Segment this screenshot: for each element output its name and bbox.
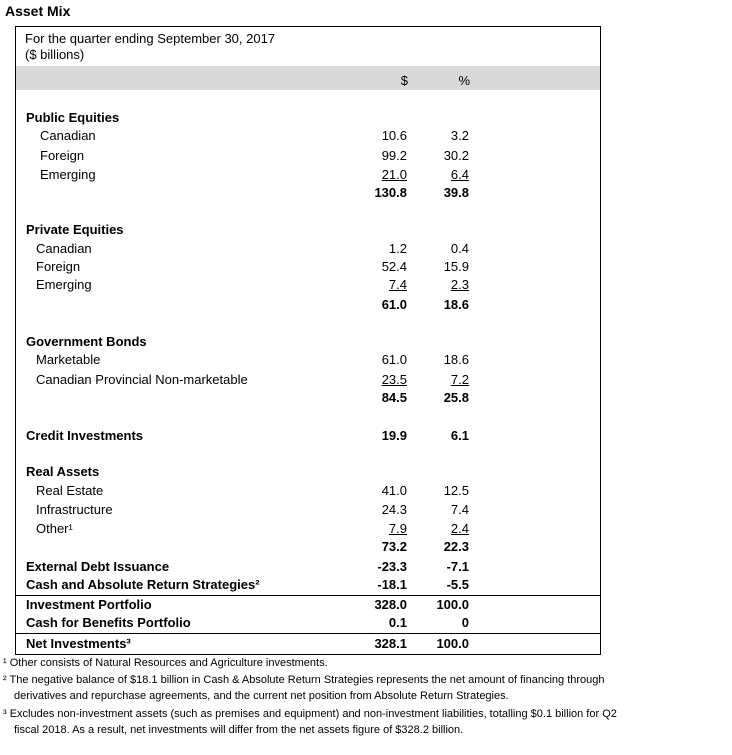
table-row: Foreign 99.2 30.2: [40, 148, 469, 163]
footnote-2-continued: derivatives and repurchase agreements, and the current net position from Absolute Return Strategies.: [14, 690, 509, 702]
table-row: Real Estate 41.0 12.5: [36, 483, 469, 498]
subtotal-row-public-equities: 130.8 39.8: [374, 185, 469, 200]
table-row-cash-benefits: Cash for Benefits Portfolio 0.1 0: [26, 615, 469, 630]
subtotal-row-government-bonds: 84.5 25.8: [381, 390, 469, 405]
footnote-1: ¹ Other consists of Natural Resources and Agriculture investments.: [3, 657, 328, 669]
table-row: Emerging 21.0 6.4: [40, 167, 469, 182]
footnote-2: ² The negative balance of $18.1 billion in Cash & Absolute Return Strategies represents the net amount of financing through: [3, 674, 605, 686]
table-row-cash-absolute-return: Cash and Absolute Return Strategies² -18.1 -5.5: [26, 577, 469, 592]
table-row: Emerging 7.4 2.3: [36, 277, 469, 292]
table-row-investment-portfolio: Investment Portfolio 328.0 100.0: [26, 597, 469, 612]
units-caption: ($ billions): [25, 47, 85, 62]
table-row: Canadian 1.2 0.4: [36, 241, 469, 256]
column-header-band: [16, 66, 600, 90]
table-row: Canadian Provincial Non-marketable 23.5 7.2: [36, 372, 469, 387]
footnote-3-continued: fiscal 2018. As a result, net investments will differ from the net assets figure of $328.2 billion.: [14, 724, 464, 736]
section-heading-government-bonds: Government Bonds: [26, 334, 147, 349]
table-row: Foreign 52.4 15.9: [36, 259, 469, 274]
table-row: Infrastructure 24.3 7.4: [36, 502, 469, 517]
dollar-column-header: $: [400, 73, 408, 88]
section-heading-real-assets: Real Assets: [26, 464, 100, 479]
period-caption: For the quarter ending September 30, 2017: [25, 31, 276, 46]
divider: [16, 633, 600, 634]
table-row: Other¹ 7.9 2.4: [36, 521, 469, 536]
table-row-external-debt: External Debt Issuance -23.3 -7.1: [26, 559, 469, 574]
table-row: Marketable 61.0 18.6: [36, 352, 469, 367]
percent-column-header: %: [458, 73, 470, 88]
table-row-credit-investments: Credit Investments 19.9 6.1: [26, 428, 469, 443]
table-row-net-investments: Net Investments³ 328.1 100.0: [26, 636, 469, 651]
section-heading-private-equities: Private Equities: [26, 222, 124, 237]
table-row: Canadian 10.6 3.2: [40, 128, 469, 143]
subtotal-row-real-assets: 73.2 22.3: [381, 539, 469, 554]
subtotal-row-private-equities: 61.0 18.6: [381, 297, 469, 312]
page-title: Asset Mix: [5, 3, 71, 19]
footnote-3: ³ Excludes non-investment assets (such as premises and equipment) and non-investment liabilities, totalling $0.1 billion for Q2: [3, 708, 617, 720]
section-heading-public-equities: Public Equities: [26, 110, 120, 125]
